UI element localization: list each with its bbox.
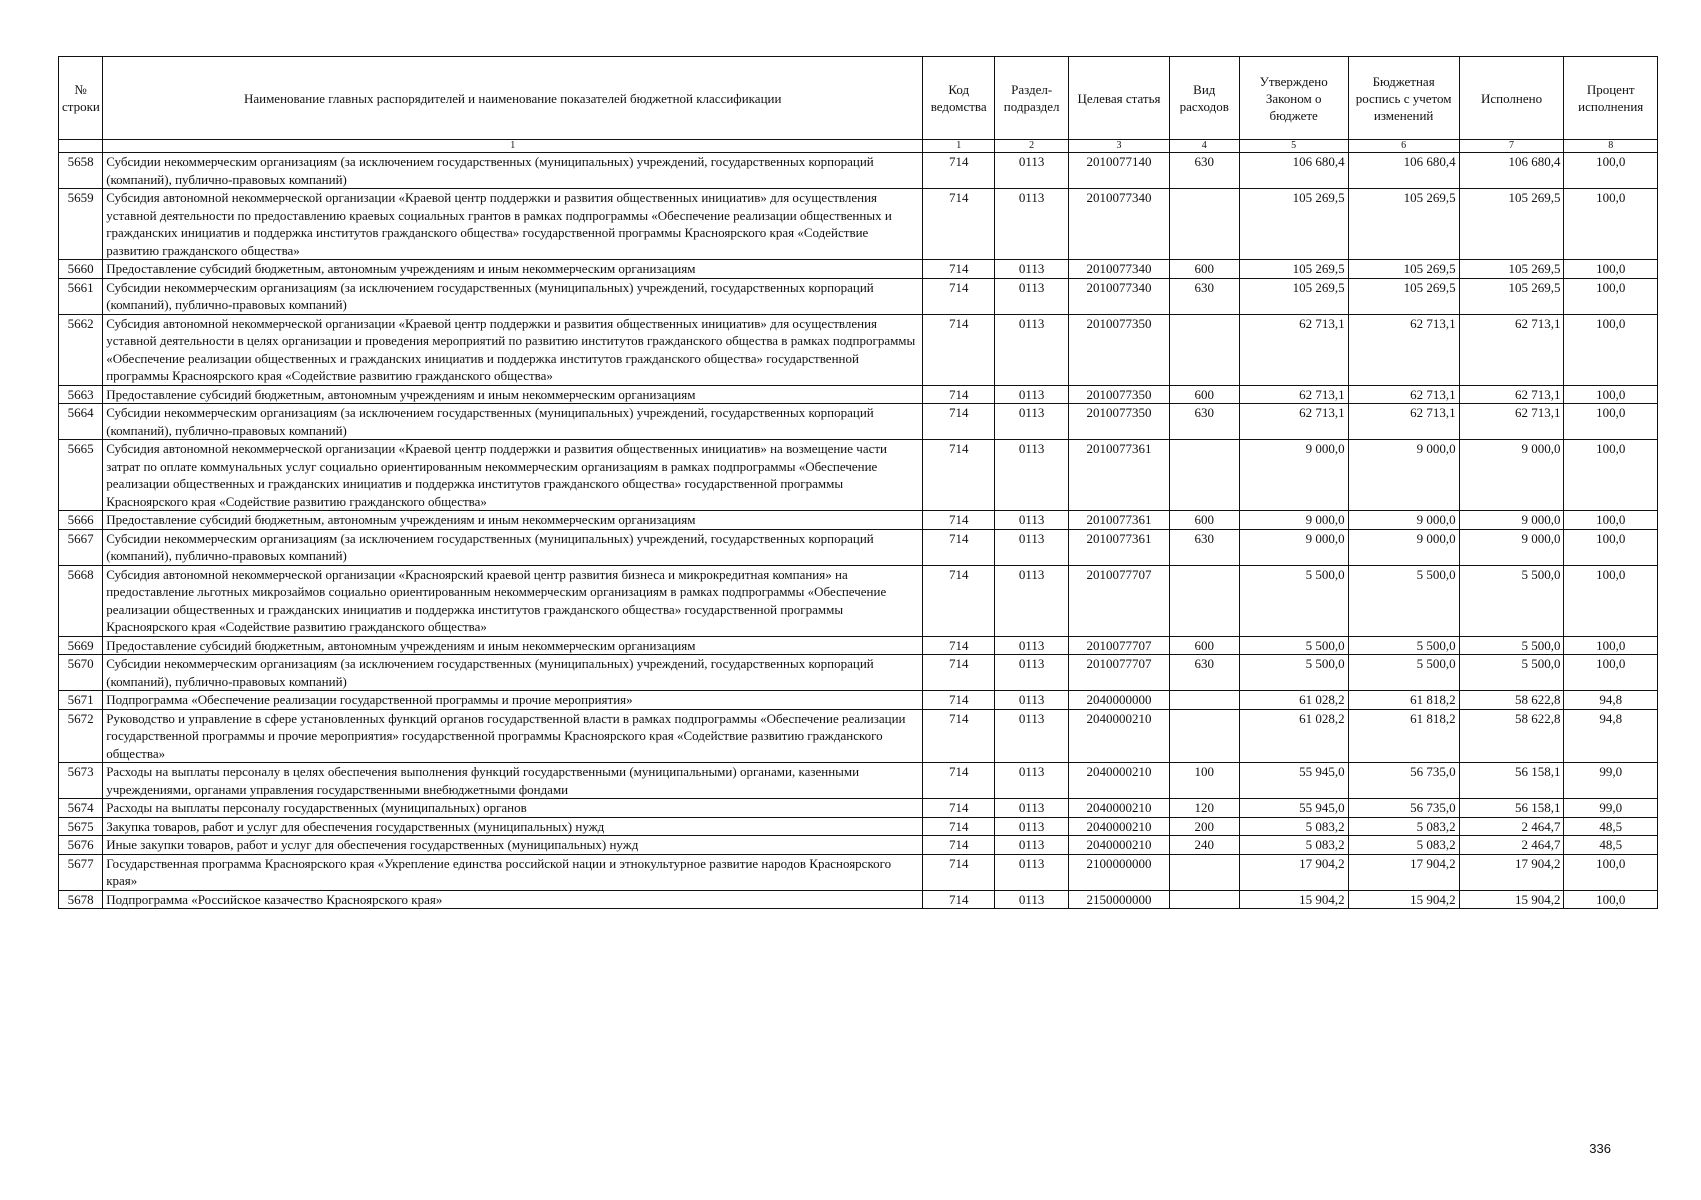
- index-cell: 8: [1564, 140, 1658, 153]
- approved-amount-cell: 15 904,2: [1239, 890, 1348, 909]
- approved-amount-cell: 105 269,5: [1239, 260, 1348, 279]
- expense-type-cell: [1169, 709, 1239, 763]
- target-article-cell: 2040000210: [1069, 799, 1170, 818]
- target-article-cell: 2010077361: [1069, 529, 1170, 565]
- department-code-cell: 714: [923, 836, 995, 855]
- header-percent: Процент исполнения: [1564, 57, 1658, 140]
- section-cell: 0113: [995, 278, 1069, 314]
- executed-amount-cell: 62 713,1: [1459, 385, 1564, 404]
- department-code-cell: 714: [923, 799, 995, 818]
- target-article-cell: 2010077707: [1069, 565, 1170, 636]
- expense-type-cell: 630: [1169, 529, 1239, 565]
- executed-amount-cell: 15 904,2: [1459, 890, 1564, 909]
- executed-amount-cell: 9 000,0: [1459, 511, 1564, 530]
- schedule-amount-cell: 61 818,2: [1348, 709, 1459, 763]
- row-name-cell: Субсидия автономной некоммерческой организации «Краевой центр поддержки и развития общественных инициатив» для осуществления уставной деятельности по предоставлению краевых социальных грантов в рамках подпрограммы «Обеспечение реализации общественных и гражданских инициатив и поддержка институтов гражданского общества» государственной программы Красноярского края «Содействие развитию гражданского общества»: [103, 189, 923, 260]
- executed-amount-cell: 105 269,5: [1459, 189, 1564, 260]
- page-number: 336: [1589, 1141, 1611, 1156]
- header-row: [59, 57, 1658, 140]
- expense-type-cell: 600: [1169, 636, 1239, 655]
- section-cell: 0113: [995, 385, 1069, 404]
- percent-cell: 100,0: [1564, 890, 1658, 909]
- section-cell: 0113: [995, 404, 1069, 440]
- percent-cell: 100,0: [1564, 314, 1658, 385]
- expense-type-cell: 630: [1169, 278, 1239, 314]
- row-name-cell: Предоставление субсидий бюджетным, автономным учреждениям и иным некоммерческим организациям: [103, 636, 923, 655]
- header-target-article: Целевая статья: [1069, 57, 1170, 140]
- index-cell: 2: [995, 140, 1069, 153]
- executed-amount-cell: 106 680,4: [1459, 153, 1564, 189]
- schedule-amount-cell: 15 904,2: [1348, 890, 1459, 909]
- row-name-cell: Руководство и управление в сфере установленных функций органов государственной власти в рамках подпрограммы «Обеспечение реализации государственной программы и прочие мероприятия» государственной программы Красноярского края «Содействие развитию гражданского общества»: [103, 709, 923, 763]
- row-name-cell: Субсидия автономной некоммерческой организации «Краевой центр поддержки и развития общественных инициатив» на возмещение части затрат по оплате коммунальных услуг социально ориентированным некоммерческим организациям в рамках подпрограммы «Обеспечение реализации общественных и гражданских инициатив и поддержка институтов гражданского общества» государственной программы Красноярского края «Содействие развитию гражданского общества»: [103, 440, 923, 511]
- percent-cell: 100,0: [1564, 404, 1658, 440]
- percent-cell: 100,0: [1564, 655, 1658, 691]
- expense-type-cell: 600: [1169, 385, 1239, 404]
- target-article-cell: 2010077350: [1069, 385, 1170, 404]
- target-article-cell: 2010077361: [1069, 511, 1170, 530]
- department-code-cell: 714: [923, 691, 995, 710]
- approved-amount-cell: 105 269,5: [1239, 189, 1348, 260]
- department-code-cell: 714: [923, 511, 995, 530]
- percent-cell: 99,0: [1564, 799, 1658, 818]
- approved-amount-cell: 5 500,0: [1239, 636, 1348, 655]
- section-cell: 0113: [995, 189, 1069, 260]
- row-name-cell: Предоставление субсидий бюджетным, автономным учреждениям и иным некоммерческим организациям: [103, 385, 923, 404]
- executed-amount-cell: 2 464,7: [1459, 817, 1564, 836]
- department-code-cell: 714: [923, 763, 995, 799]
- expense-type-cell: 200: [1169, 817, 1239, 836]
- department-code-cell: 714: [923, 890, 995, 909]
- expense-type-cell: 600: [1169, 511, 1239, 530]
- percent-cell: 94,8: [1564, 709, 1658, 763]
- approved-amount-cell: 62 713,1: [1239, 314, 1348, 385]
- executed-amount-cell: 56 158,1: [1459, 799, 1564, 818]
- approved-amount-cell: 5 083,2: [1239, 836, 1348, 855]
- row-number-cell: 5663: [59, 385, 103, 404]
- department-code-cell: 714: [923, 817, 995, 836]
- approved-amount-cell: 61 028,2: [1239, 691, 1348, 710]
- schedule-amount-cell: 56 735,0: [1348, 799, 1459, 818]
- table-row: [59, 278, 1658, 314]
- department-code-cell: 714: [923, 565, 995, 636]
- schedule-amount-cell: 5 500,0: [1348, 565, 1459, 636]
- expense-type-cell: [1169, 854, 1239, 890]
- expense-type-cell: [1169, 565, 1239, 636]
- target-article-cell: 2040000000: [1069, 691, 1170, 710]
- row-name-cell: Предоставление субсидий бюджетным, автономным учреждениям и иным некоммерческим организациям: [103, 511, 923, 530]
- executed-amount-cell: 105 269,5: [1459, 260, 1564, 279]
- index-cell: 1: [103, 140, 923, 153]
- section-cell: 0113: [995, 153, 1069, 189]
- schedule-amount-cell: 9 000,0: [1348, 440, 1459, 511]
- department-code-cell: 714: [923, 404, 995, 440]
- row-number-cell: 5674: [59, 799, 103, 818]
- table-row: [59, 529, 1658, 565]
- row-name-cell: Субсидии некоммерческим организациям (за исключением государственных (муниципальных) учреждений, государственных корпораций (компаний), публично-правовых компаний): [103, 655, 923, 691]
- index-cell: 6: [1348, 140, 1459, 153]
- table-row: [59, 314, 1658, 385]
- row-name-cell: Субсидии некоммерческим организациям (за исключением государственных (муниципальных) учреждений, государственных корпораций (компаний), публично-правовых компаний): [103, 153, 923, 189]
- percent-cell: 100,0: [1564, 260, 1658, 279]
- executed-amount-cell: 62 713,1: [1459, 314, 1564, 385]
- target-article-cell: 2010077707: [1069, 655, 1170, 691]
- section-cell: 0113: [995, 314, 1069, 385]
- department-code-cell: 714: [923, 854, 995, 890]
- row-number-cell: 5669: [59, 636, 103, 655]
- row-name-cell: Государственная программа Красноярского края «Укрепление единства российской нации и этнокультурное развитие народов Красноярского края»: [103, 854, 923, 890]
- table-row: [59, 511, 1658, 530]
- schedule-amount-cell: 5 083,2: [1348, 836, 1459, 855]
- table-row: [59, 709, 1658, 763]
- schedule-amount-cell: 105 269,5: [1348, 260, 1459, 279]
- schedule-amount-cell: 62 713,1: [1348, 385, 1459, 404]
- percent-cell: 94,8: [1564, 691, 1658, 710]
- percent-cell: 100,0: [1564, 636, 1658, 655]
- section-cell: 0113: [995, 763, 1069, 799]
- percent-cell: 100,0: [1564, 529, 1658, 565]
- row-name-cell: Субсидии некоммерческим организациям (за исключением государственных (муниципальных) учреждений, государственных корпораций (компаний), публично-правовых компаний): [103, 529, 923, 565]
- executed-amount-cell: 17 904,2: [1459, 854, 1564, 890]
- index-cell: 1: [923, 140, 995, 153]
- section-cell: 0113: [995, 799, 1069, 818]
- schedule-amount-cell: 106 680,4: [1348, 153, 1459, 189]
- section-cell: 0113: [995, 636, 1069, 655]
- executed-amount-cell: 58 622,8: [1459, 691, 1564, 710]
- table-row: [59, 655, 1658, 691]
- budget-execution-table: [58, 56, 1658, 909]
- section-cell: 0113: [995, 260, 1069, 279]
- row-name-cell: Расходы на выплаты персоналу в целях обеспечения выполнения функций государственными (муниципальными) органами, казенными учреждениями, органами управления государственными внебюджетными фондами: [103, 763, 923, 799]
- expense-type-cell: [1169, 890, 1239, 909]
- row-name-cell: Подпрограмма «Российское казачество Красноярского края»: [103, 890, 923, 909]
- section-cell: 0113: [995, 529, 1069, 565]
- table-row: [59, 691, 1658, 710]
- row-number-cell: 5673: [59, 763, 103, 799]
- department-code-cell: 714: [923, 529, 995, 565]
- index-cell: 4: [1169, 140, 1239, 153]
- approved-amount-cell: 106 680,4: [1239, 153, 1348, 189]
- approved-amount-cell: 9 000,0: [1239, 440, 1348, 511]
- header-budget-schedule: Бюджетная роспись с учетом изменений: [1348, 57, 1459, 140]
- expense-type-cell: 120: [1169, 799, 1239, 818]
- section-cell: 0113: [995, 817, 1069, 836]
- approved-amount-cell: 17 904,2: [1239, 854, 1348, 890]
- percent-cell: 100,0: [1564, 565, 1658, 636]
- row-number-cell: 5658: [59, 153, 103, 189]
- target-article-cell: 2010077350: [1069, 404, 1170, 440]
- row-name-cell: Субсидии некоммерческим организациям (за исключением государственных (муниципальных) учреждений, государственных корпораций (компаний), публично-правовых компаний): [103, 278, 923, 314]
- expense-type-cell: 630: [1169, 404, 1239, 440]
- schedule-amount-cell: 9 000,0: [1348, 529, 1459, 565]
- target-article-cell: 2010077707: [1069, 636, 1170, 655]
- target-article-cell: 2010077140: [1069, 153, 1170, 189]
- approved-amount-cell: 9 000,0: [1239, 511, 1348, 530]
- department-code-cell: 714: [923, 153, 995, 189]
- table-body: [59, 153, 1658, 909]
- row-number-cell: 5667: [59, 529, 103, 565]
- row-number-cell: 5668: [59, 565, 103, 636]
- table-row: [59, 836, 1658, 855]
- section-cell: 0113: [995, 511, 1069, 530]
- target-article-cell: 2040000210: [1069, 817, 1170, 836]
- target-article-cell: 2150000000: [1069, 890, 1170, 909]
- expense-type-cell: [1169, 314, 1239, 385]
- schedule-amount-cell: 105 269,5: [1348, 189, 1459, 260]
- header-expense-type: Вид расходов: [1169, 57, 1239, 140]
- header-section: Раздел-подраздел: [995, 57, 1069, 140]
- table-row: [59, 565, 1658, 636]
- schedule-amount-cell: 105 269,5: [1348, 278, 1459, 314]
- expense-type-cell: [1169, 691, 1239, 710]
- column-index-row: [59, 140, 1658, 153]
- target-article-cell: 2040000210: [1069, 709, 1170, 763]
- expense-type-cell: [1169, 440, 1239, 511]
- index-cell: 3: [1069, 140, 1170, 153]
- row-name-cell: Предоставление субсидий бюджетным, автономным учреждениям и иным некоммерческим организациям: [103, 260, 923, 279]
- schedule-amount-cell: 5 500,0: [1348, 655, 1459, 691]
- approved-amount-cell: 55 945,0: [1239, 763, 1348, 799]
- row-name-cell: Расходы на выплаты персоналу государственных (муниципальных) органов: [103, 799, 923, 818]
- executed-amount-cell: 2 464,7: [1459, 836, 1564, 855]
- row-number-cell: 5672: [59, 709, 103, 763]
- percent-cell: 48,5: [1564, 836, 1658, 855]
- expense-type-cell: 100: [1169, 763, 1239, 799]
- schedule-amount-cell: 5 500,0: [1348, 636, 1459, 655]
- percent-cell: 100,0: [1564, 440, 1658, 511]
- row-number-cell: 5659: [59, 189, 103, 260]
- approved-amount-cell: 55 945,0: [1239, 799, 1348, 818]
- executed-amount-cell: 5 500,0: [1459, 636, 1564, 655]
- row-name-cell: Субсидия автономной некоммерческой организации «Красноярский краевой центр развития бизнеса и микрокредитная компания» на предоставление льготных микрозаймов социально ориентированным некоммерческим организациям в рамках подпрограммы «Обеспечение реализации общественных и гражданских инициатив и поддержка институтов гражданского общества» государственной программы Красноярского края «Содействие развитию гражданского общества»: [103, 565, 923, 636]
- table-row: [59, 890, 1658, 909]
- department-code-cell: 714: [923, 440, 995, 511]
- approved-amount-cell: 5 083,2: [1239, 817, 1348, 836]
- department-code-cell: 714: [923, 709, 995, 763]
- row-name-cell: Субсидии некоммерческим организациям (за исключением государственных (муниципальных) учреждений, государственных корпораций (компаний), публично-правовых компаний): [103, 404, 923, 440]
- expense-type-cell: 630: [1169, 655, 1239, 691]
- index-cell: [59, 140, 103, 153]
- percent-cell: 48,5: [1564, 817, 1658, 836]
- department-code-cell: 714: [923, 278, 995, 314]
- percent-cell: 99,0: [1564, 763, 1658, 799]
- executed-amount-cell: 9 000,0: [1459, 529, 1564, 565]
- executed-amount-cell: 5 500,0: [1459, 655, 1564, 691]
- row-number-cell: 5662: [59, 314, 103, 385]
- row-number-cell: 5676: [59, 836, 103, 855]
- header-department-code: Код ведомства: [923, 57, 995, 140]
- table-row: [59, 854, 1658, 890]
- row-number-cell: 5678: [59, 890, 103, 909]
- department-code-cell: 714: [923, 189, 995, 260]
- header-row-number: № строки: [59, 57, 103, 140]
- department-code-cell: 714: [923, 385, 995, 404]
- percent-cell: 100,0: [1564, 854, 1658, 890]
- executed-amount-cell: 9 000,0: [1459, 440, 1564, 511]
- row-number-cell: 5677: [59, 854, 103, 890]
- row-number-cell: 5665: [59, 440, 103, 511]
- approved-amount-cell: 5 500,0: [1239, 655, 1348, 691]
- executed-amount-cell: 58 622,8: [1459, 709, 1564, 763]
- percent-cell: 100,0: [1564, 153, 1658, 189]
- department-code-cell: 714: [923, 636, 995, 655]
- table-row: [59, 440, 1658, 511]
- approved-amount-cell: 5 500,0: [1239, 565, 1348, 636]
- expense-type-cell: 630: [1169, 153, 1239, 189]
- executed-amount-cell: 56 158,1: [1459, 763, 1564, 799]
- row-name-cell: Подпрограмма «Обеспечение реализации государственной программы и прочие мероприятия»: [103, 691, 923, 710]
- table-row: [59, 404, 1658, 440]
- schedule-amount-cell: 62 713,1: [1348, 404, 1459, 440]
- executed-amount-cell: 105 269,5: [1459, 278, 1564, 314]
- department-code-cell: 714: [923, 655, 995, 691]
- schedule-amount-cell: 56 735,0: [1348, 763, 1459, 799]
- row-number-cell: 5666: [59, 511, 103, 530]
- percent-cell: 100,0: [1564, 189, 1658, 260]
- target-article-cell: 2010077340: [1069, 260, 1170, 279]
- target-article-cell: 2010077340: [1069, 189, 1170, 260]
- table-row: [59, 153, 1658, 189]
- row-name-cell: Иные закупки товаров, работ и услуг для обеспечения государственных (муниципальных) нужд: [103, 836, 923, 855]
- schedule-amount-cell: 62 713,1: [1348, 314, 1459, 385]
- section-cell: 0113: [995, 836, 1069, 855]
- table-row: [59, 385, 1658, 404]
- executed-amount-cell: 5 500,0: [1459, 565, 1564, 636]
- expense-type-cell: 240: [1169, 836, 1239, 855]
- row-number-cell: 5661: [59, 278, 103, 314]
- approved-amount-cell: 61 028,2: [1239, 709, 1348, 763]
- table-row: [59, 636, 1658, 655]
- row-name-cell: Субсидия автономной некоммерческой организации «Краевой центр поддержки и развития общественных инициатив» для осуществления уставной деятельности в целях организации и проведения мероприятий по развитию институтов гражданского общества в рамках подпрограммы «Обеспечение реализации общественных и гражданских инициатив и поддержка институтов гражданского общества» государственной программы Красноярского края «Содействие развитию гражданского общества»: [103, 314, 923, 385]
- section-cell: 0113: [995, 890, 1069, 909]
- row-number-cell: 5670: [59, 655, 103, 691]
- header-executed: Исполнено: [1459, 57, 1564, 140]
- target-article-cell: 2010077340: [1069, 278, 1170, 314]
- schedule-amount-cell: 9 000,0: [1348, 511, 1459, 530]
- expense-type-cell: 600: [1169, 260, 1239, 279]
- schedule-amount-cell: 17 904,2: [1348, 854, 1459, 890]
- table-row: [59, 260, 1658, 279]
- target-article-cell: 2040000210: [1069, 763, 1170, 799]
- header-approved: Утверждено Законом о бюджете: [1239, 57, 1348, 140]
- approved-amount-cell: 105 269,5: [1239, 278, 1348, 314]
- row-number-cell: 5660: [59, 260, 103, 279]
- section-cell: 0113: [995, 709, 1069, 763]
- section-cell: 0113: [995, 655, 1069, 691]
- row-number-cell: 5671: [59, 691, 103, 710]
- row-name-cell: Закупка товаров, работ и услуг для обеспечения государственных (муниципальных) нужд: [103, 817, 923, 836]
- header-name: Наименование главных распорядителей и наименование показателей бюджетной классификации: [103, 57, 923, 140]
- department-code-cell: 714: [923, 260, 995, 279]
- index-cell: 5: [1239, 140, 1348, 153]
- row-number-cell: 5675: [59, 817, 103, 836]
- section-cell: 0113: [995, 691, 1069, 710]
- approved-amount-cell: 9 000,0: [1239, 529, 1348, 565]
- section-cell: 0113: [995, 565, 1069, 636]
- schedule-amount-cell: 61 818,2: [1348, 691, 1459, 710]
- schedule-amount-cell: 5 083,2: [1348, 817, 1459, 836]
- percent-cell: 100,0: [1564, 385, 1658, 404]
- department-code-cell: 714: [923, 314, 995, 385]
- percent-cell: 100,0: [1564, 278, 1658, 314]
- row-number-cell: 5664: [59, 404, 103, 440]
- target-article-cell: 2040000210: [1069, 836, 1170, 855]
- section-cell: 0113: [995, 440, 1069, 511]
- table-row: [59, 799, 1658, 818]
- table-row: [59, 817, 1658, 836]
- table-row: [59, 189, 1658, 260]
- percent-cell: 100,0: [1564, 511, 1658, 530]
- approved-amount-cell: 62 713,1: [1239, 385, 1348, 404]
- target-article-cell: 2010077350: [1069, 314, 1170, 385]
- target-article-cell: 2100000000: [1069, 854, 1170, 890]
- section-cell: 0113: [995, 854, 1069, 890]
- expense-type-cell: [1169, 189, 1239, 260]
- table-row: [59, 763, 1658, 799]
- target-article-cell: 2010077361: [1069, 440, 1170, 511]
- index-cell: 7: [1459, 140, 1564, 153]
- executed-amount-cell: 62 713,1: [1459, 404, 1564, 440]
- approved-amount-cell: 62 713,1: [1239, 404, 1348, 440]
